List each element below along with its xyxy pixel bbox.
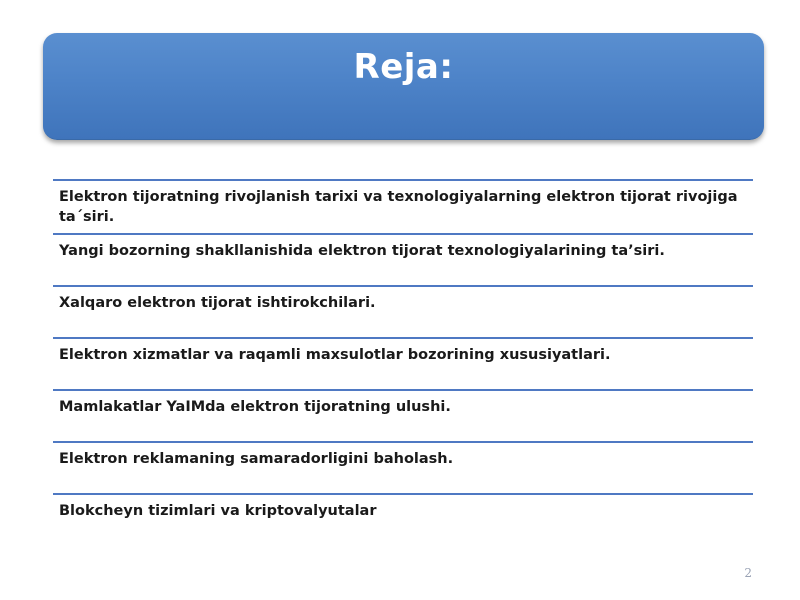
list-item: Blokcheyn tizimlari va kriptovalyutalar (53, 493, 753, 545)
list-item: Elektron xizmatlar va raqamli maxsulotlar bozorining xususiyatlari. (53, 337, 753, 389)
list-item: Elektron tijoratning rivojlanish tarixi va texnologiyalarning elektron tijorat rivojiga ta´siri. (53, 179, 753, 233)
page-number: 2 (744, 566, 752, 580)
agenda-list (53, 179, 753, 545)
list-item: Xalqaro elektron tijorat ishtirokchilari. (53, 285, 753, 337)
title-banner (43, 33, 764, 140)
list-item: Yangi bozorning shakllanishida elektron tijorat texnologiyalarining ta’siri. (53, 233, 753, 285)
list-item: Elektron reklamaning samaradorligini baholash. (53, 441, 753, 493)
list-item: Mamlakatlar YaIMda elektron tijoratning ulushi. (53, 389, 753, 441)
slide-title: Reja: (353, 47, 454, 87)
